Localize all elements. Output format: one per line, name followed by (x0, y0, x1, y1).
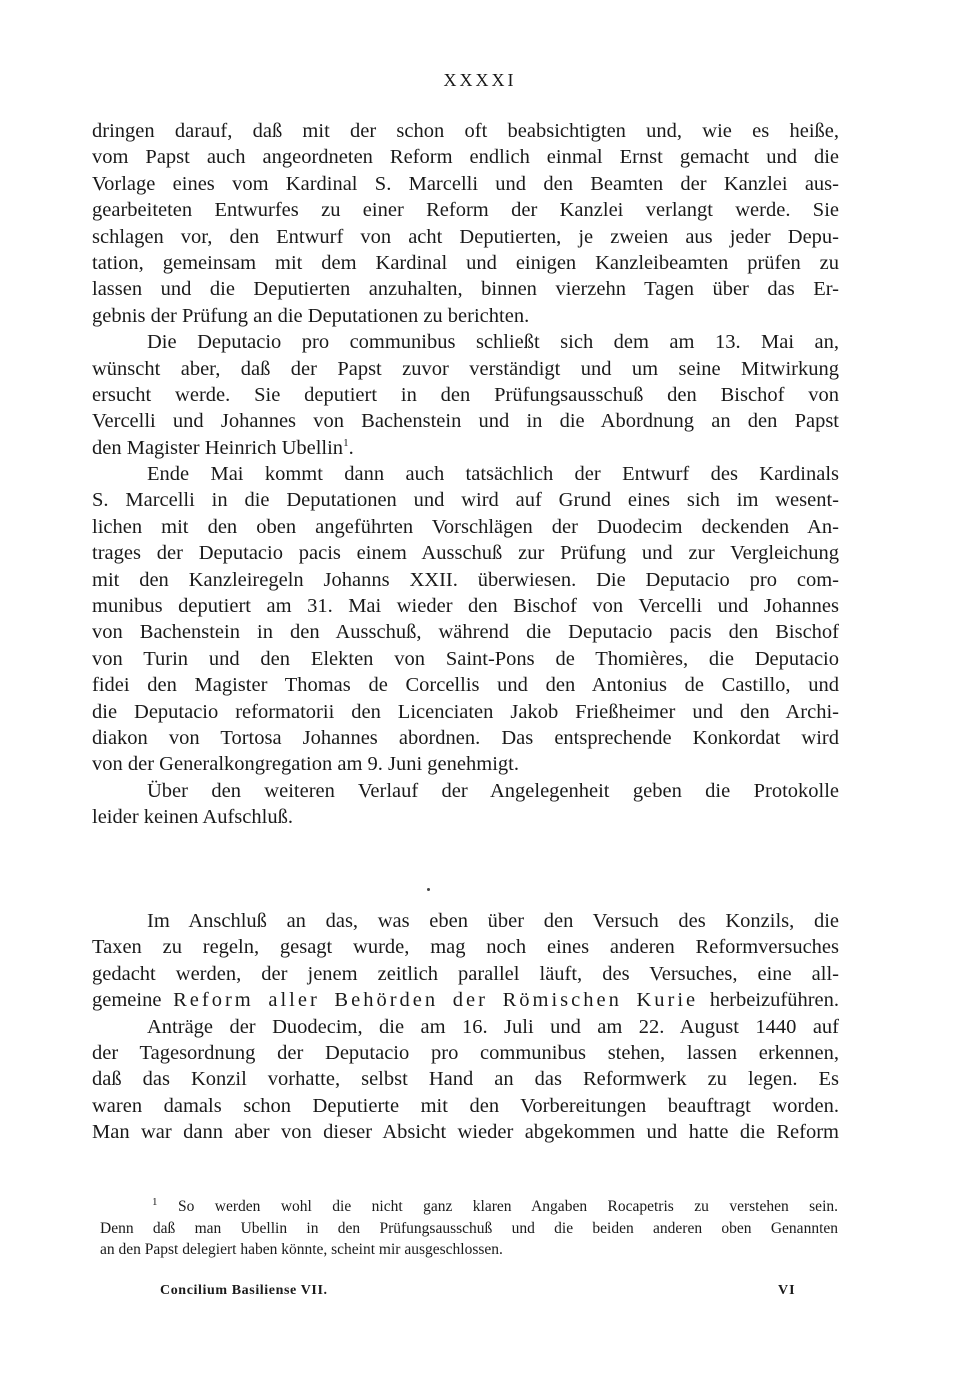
footnote-text: So werden wohl die nicht ganz klaren Angaben Rocapetris zu verstehen sein. (177, 1198, 838, 1215)
text-line: ersucht werde. Sie deputiert in den Prüfungsausschuß den Bischof von (92, 383, 839, 406)
text-line: der Tagesordnung der Deputacio pro communibus stehen, lassen erkennen, (92, 1041, 839, 1064)
text-line: dringen darauf, daß mit der schon oft beabsichtigten und, wie es heiße, (92, 120, 839, 142)
text-line: mit den Kanzleiregeln Johanns XXII. überwiesen. Die Deputacio pro com- (92, 568, 839, 591)
text-line: Anträge der Duodecim, die am 16. Juli und am 22. August 1440 auf (147, 1015, 839, 1038)
text-line: Man war dann aber von dieser Absicht wieder abgekommen und hatte die Reform (92, 1121, 839, 1144)
footnote-line: an den Papst delegiert haben könnte, scheint mir ausgeschlossen. (100, 1241, 503, 1258)
text-line: die Deputacio reformatorii den Licenciaten Jakob Frießheimer und den Archi- (92, 700, 839, 723)
text-line: gedacht werden, der jenem zeitlich parallel läuft, des Versuches, eine all- (92, 962, 839, 985)
text-line: diakon von Tortosa Johannes abordnen. Das entsprechende Konkordat wird (92, 726, 839, 749)
page-number: XXXXI (443, 70, 517, 90)
text-line: munibus deputiert am 31. Mai wieder den Bischof von Vercelli und Johannes (92, 595, 839, 618)
footnote-line (100, 1196, 838, 1218)
text-line: Taxen zu regeln, gesagt wurde, mag noch eines anderen Reformversuches (92, 936, 839, 959)
text-line-prefix: gemeine (92, 989, 162, 1012)
text-line: von Bachenstein in den Ausschuß, während die Deputacio pacis den Bischof (92, 621, 839, 644)
footnote-marker: 1 (152, 1195, 158, 1208)
text-line (92, 435, 839, 461)
text-line: Die Deputacio pro communibus schließt sich dem am 13. Mai an, (147, 331, 839, 354)
footnote-reference: 1 (343, 436, 349, 449)
text-line: gebnis der Prüfung an die Deputationen zu berichten. (92, 304, 530, 327)
text-line-content: den Magister Heinrich Ubellin (92, 436, 344, 459)
footnote-line: Denn daß man Ubellin in den Prüfungsausschuß und die beiden anderen oben Genannten (100, 1219, 838, 1237)
footnotes (100, 1196, 838, 1261)
main-text-section-2 (92, 908, 839, 1146)
text-line: leider keinen Aufschluß. (92, 806, 293, 829)
text-line: Über den weiteren Verlauf der Angelegenheit geben die Protokolle (147, 779, 839, 802)
text-line: S. Marcelli in die Deputationen und wird auf Grund eines sich im wesent- (92, 489, 839, 512)
text-line: waren damals schon Deputierte mit den Vorbereitungen beauftragt worden. (92, 1094, 839, 1117)
footer-signature: Concilium Basiliense VII. (160, 1283, 328, 1298)
text-line-suffix: . (348, 436, 354, 459)
section-separator-dot (427, 888, 430, 891)
text-line: lassen und die Deputierten anzuhalten, binnen vierzehn Tagen über das Er- (92, 278, 839, 301)
text-line: von Turin und den Elekten von Saint-Pons de Thomières, die Deputacio (92, 647, 839, 670)
main-text-section-1 (92, 118, 839, 831)
text-line-suffix: herbeizuführen. (709, 989, 840, 1012)
text-line: von der Generalkongregation am 9. Juni genehmigt. (92, 753, 519, 776)
text-line: daß das Konzil vorhatte, selbst Hand an das Reformwerk zu legen. Es (92, 1068, 839, 1091)
text-line: tation, gemeinsam mit dem Kardinal und einigen Kanzleibeamten prüfen zu (92, 251, 839, 274)
footer-sheet-number: VI (778, 1283, 796, 1298)
spaced-emphasis: Reform aller Behörden der Römischen Kurie (173, 989, 699, 1012)
text-line: Ende Mai kommt dann auch tatsächlich der Entwurf des Kardinals (147, 463, 839, 486)
text-line: vom Papst auch angeordneten Reform endlich einmal Ernst gemacht und die (92, 146, 839, 169)
text-line: lichen mit den oben angeführten Vorschlägen der Duodecim deckenden An- (92, 515, 839, 538)
text-line: wünscht aber, daß der Papst zuvor verständigt und um seine Mitwirkung (92, 357, 839, 380)
text-line: schlagen vor, den Entwurf von acht Deputierten, je zweien aus jeder Depu- (92, 225, 839, 248)
text-line: trages der Deputacio pacis einem Ausschuß zur Prüfung und zur Vergleichung (92, 542, 839, 565)
text-line: gearbeiteten Entwurfes zu einer Reform der Kanzlei verlangt werde. Sie (92, 199, 839, 222)
text-line: Vercelli und Johannes von Bachenstein und in die Abordnung an den Papst (92, 410, 839, 433)
text-line: fidei den Magister Thomas de Corcellis und den Antonius de Castillo, und (92, 674, 839, 697)
text-line: Im Anschluß an das, was eben über den Versuch des Konzils, die (147, 910, 839, 932)
text-line (92, 987, 839, 1013)
text-line: Vorlage eines vom Kardinal S. Marcelli und den Beamten der Kanzlei aus- (92, 172, 839, 195)
